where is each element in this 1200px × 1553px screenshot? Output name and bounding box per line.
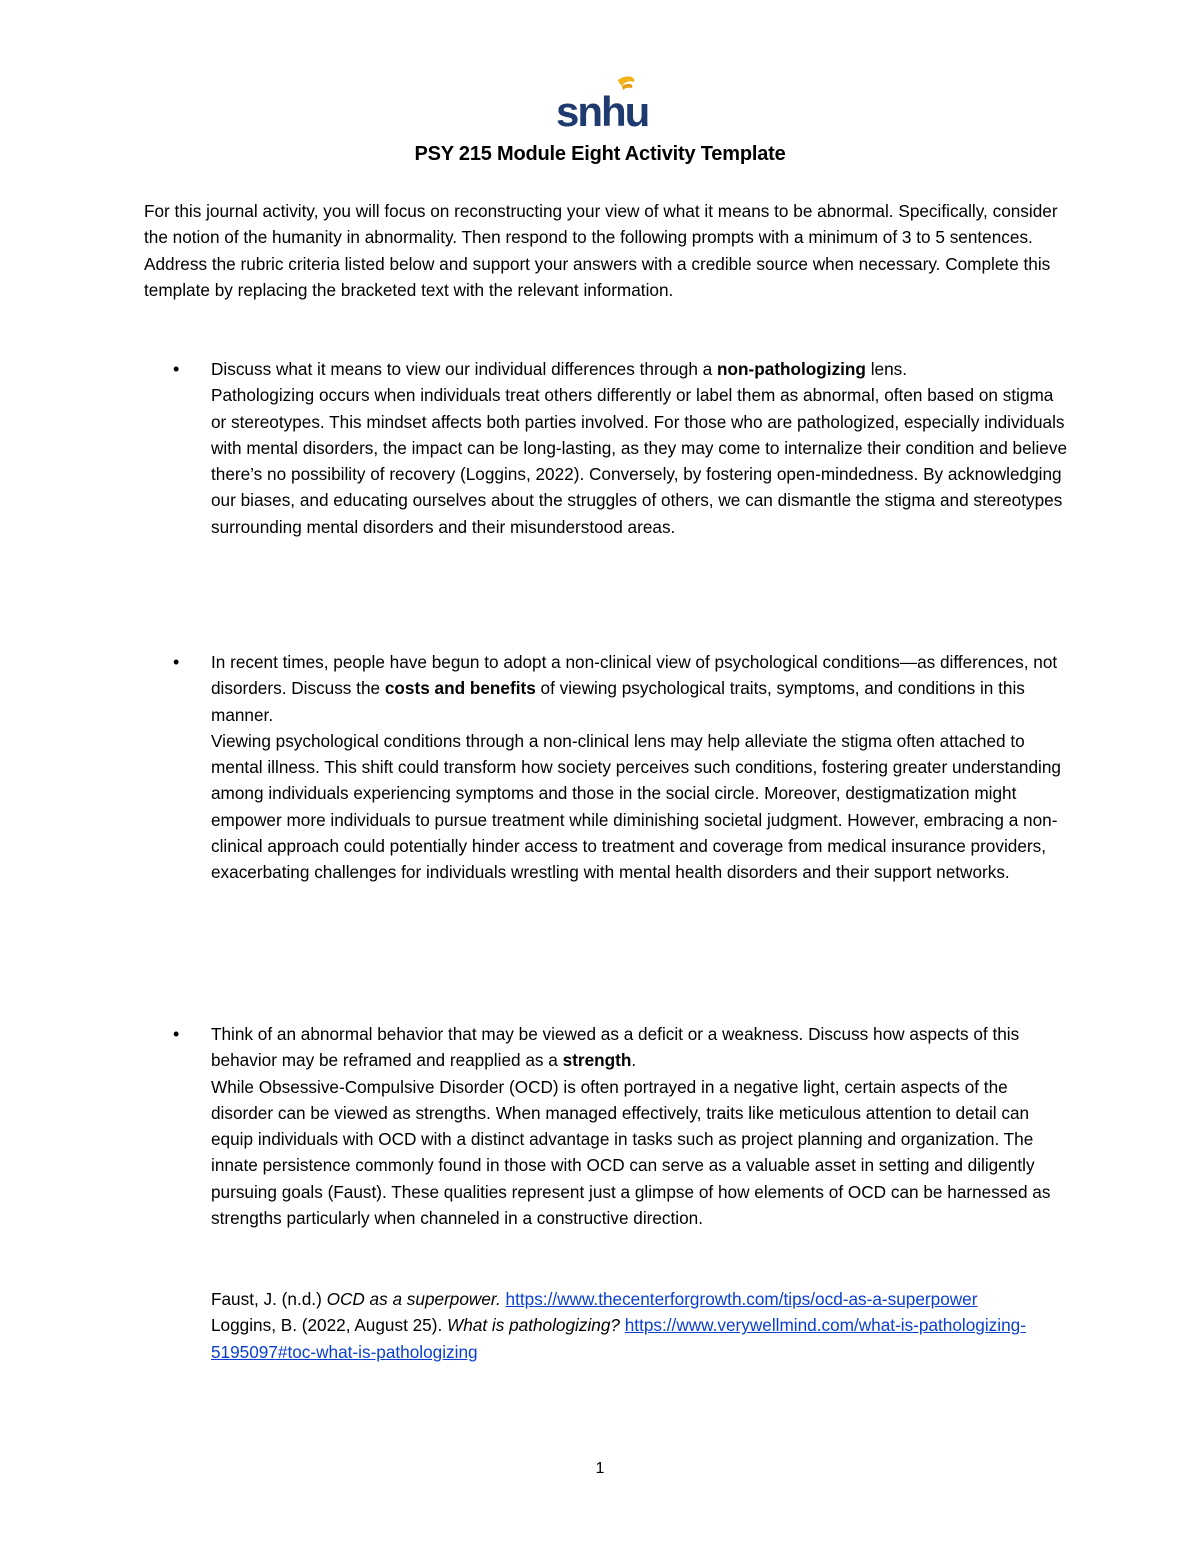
reference-link[interactable]: https://www.thecenterforgrowth.com/tips/ocd-as-a-superpower <box>505 1289 978 1309</box>
answer-text: Pathologizing occurs when individuals treat others differently or label them as abnormal, often based on stigma or stereotypes. This mindset affects both parties involved. For those who are pathologized, especially individuals with mental disorders, the impact can be long-lasting, as they may come to internalize their condition and believe there’s no possibility of recovery (Loggins, 2022). Conversely, by fostering open-mindedness. By acknowledging our biases, and educating ourselves about the struggles of others, we can dismantle the stigma and stereotypes surrounding mental disorders and their misunderstood areas. <box>211 385 1068 537</box>
answer-text: Viewing psychological conditions through a non-clinical lens may help alleviate the stigma often attached to mental illness. This shift could transform how society perceives such conditions, fostering greater understanding among individuals experiencing symptoms and those in the social circle. Moreover, destigmatization might empower more individuals to pursue treatment while diminishing societal judgment. However, embracing a non-clinical approach could potentially hinder access to treatment and coverage from medical insurance providers, exacerbating challenges for individuals wrestling with mental health disorders and their support networks. <box>211 730 1061 883</box>
bullet-marker <box>173 356 183 366</box>
reference-link[interactable]: https://www.verywellmind.com/what-is-pathologizing-5195097#toc-what-is-pathologizing <box>211 1315 1026 1362</box>
prompt-keyword: strength <box>562 1050 632 1071</box>
bullet-marker <box>173 1021 183 1031</box>
prompt-keyword: non-pathologizing <box>717 359 866 379</box>
snhu-logo <box>552 74 652 134</box>
prompt-item-2 <box>211 649 1071 886</box>
prompt-item-3 <box>211 1021 1071 1231</box>
bullet-marker <box>173 649 183 659</box>
intro-paragraph: For this journal activity, you will focus on reconstructing your view of what it means to be abnormal. Specifically, consider the notion of the humanity in abnormality. Then respond to the following prompts with a minimum of 3 to 5 sentences. Address the rubric criteria listed below and support your answers with a credible source when necessary. Complete this template by replacing the bracketed text with the relevant information. <box>144 201 1058 300</box>
references <box>211 1286 1071 1365</box>
reference-item: Loggins, B. (2022, August 25). What is pathologizing? https://www.verywellmind.com/what-is-pathologizing-5195097#toc-what-is-pathologizing <box>211 1315 1026 1362</box>
prompt-text: In recent times, people have begun to adopt a non-clinical view of psychological conditions—as differences, not disorders. Discuss the costs and benefits of viewing psychological traits, symptoms, and conditions in this manner. <box>211 652 1058 725</box>
prompt-keyword: costs and benefits <box>384 678 536 699</box>
answer-text: While Obsessive-Compulsive Disorder (OCD) is often portrayed in a negative light, certain aspects of the disorder can be viewed as strengths. When managed effectively, traits like meticulous attention to detail can equip individuals with OCD with a distinct advantage in tasks such as project planning and organization. The innate persistence commonly found in those with OCD can serve as a valuable asset in setting and diligently pursuing goals (Faust). These qualities represent just a glimpse of how elements of OCD can be harnessed as strengths particularly when channeled in a constructive direction. <box>211 1076 1051 1229</box>
prompt-text: Discuss what it means to view our individual differences through a non-pathologizing lens. <box>211 359 908 379</box>
page-title: PSY 215 Module Eight Activity Template <box>414 143 786 165</box>
page-number: 1 <box>595 1460 605 1477</box>
prompt-item-1 <box>211 356 1071 540</box>
svg-text:snhu: snhu <box>556 88 649 134</box>
prompt-text: Think of an abnormal behavior that may be viewed as a deficit or a weakness. Discuss how aspects of this behavior may be reframed and reapplied as a strength. <box>211 1024 1020 1071</box>
reference-item: Faust, J. (n.d.) OCD as a superpower. https://www.thecenterforgrowth.com/tips/ocd-as-a-superpower <box>211 1289 978 1309</box>
